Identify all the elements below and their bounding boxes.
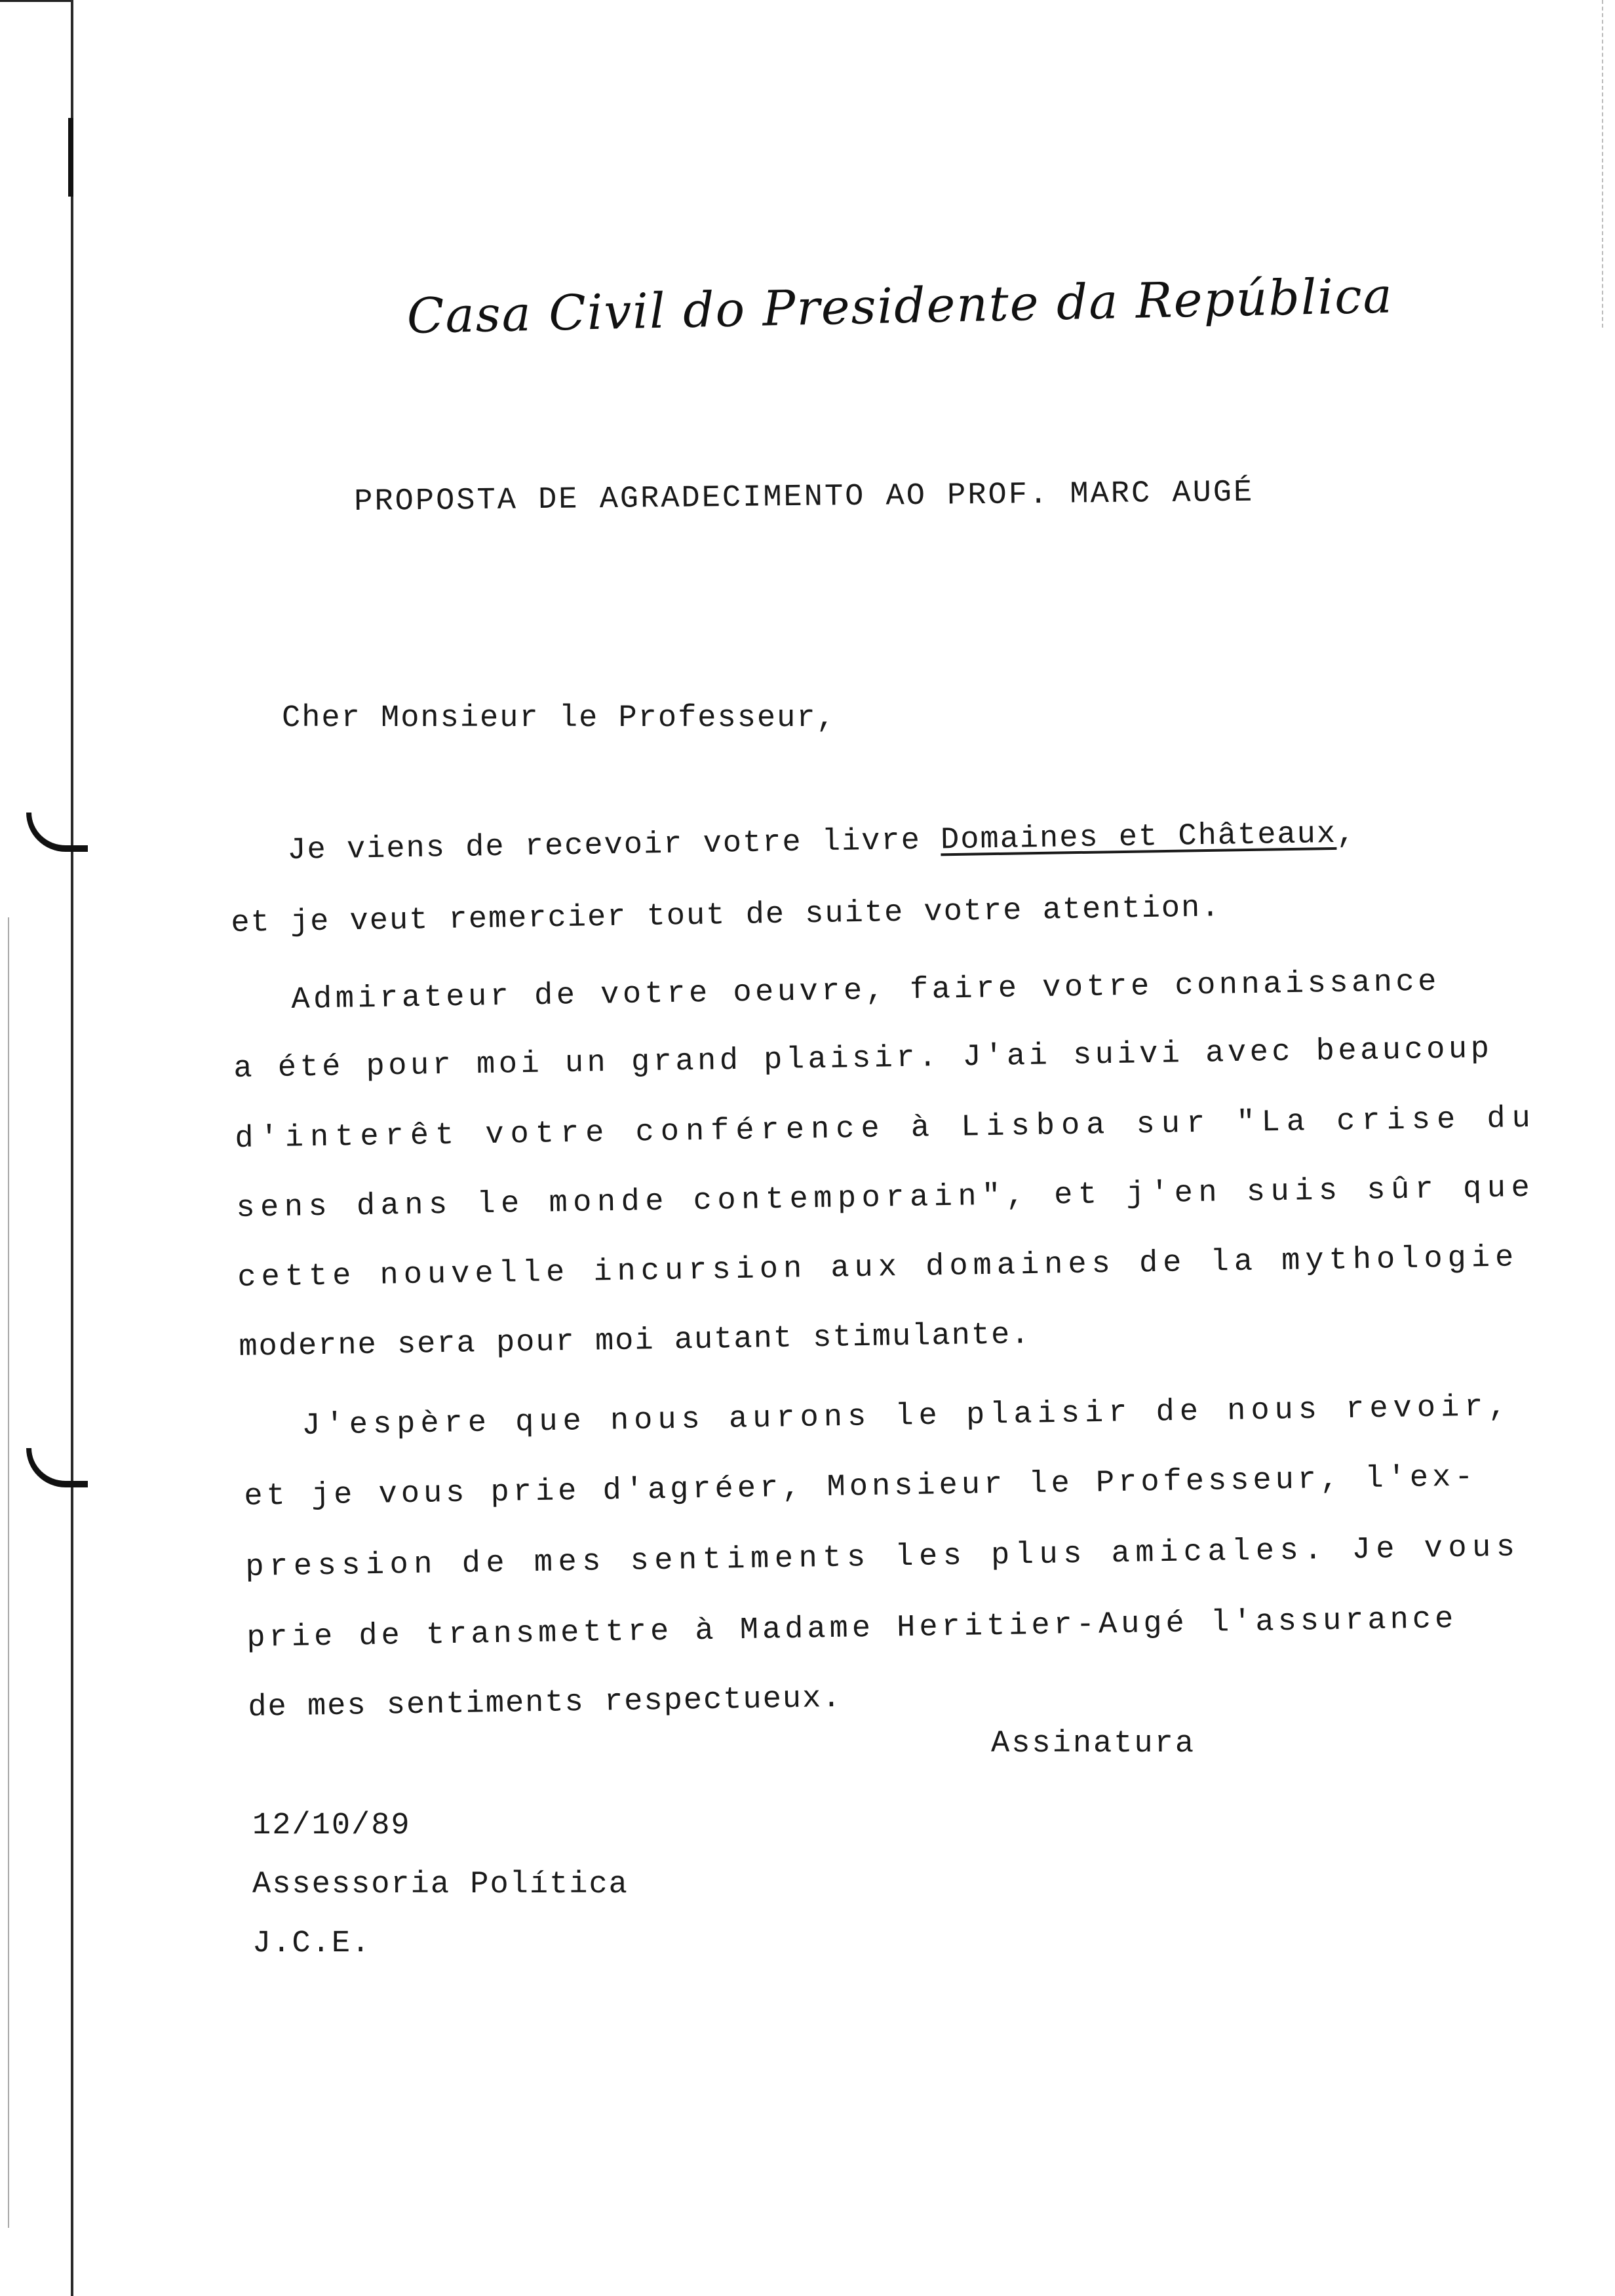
paragraph-3-line-1: J'espère que nous aurons le plaisir de nous revoir, bbox=[302, 1389, 1513, 1444]
paragraph-3-line-2: et je vous prie d'agréer, Monsieur le Professeur, l'ex- bbox=[244, 1460, 1477, 1514]
paragraph-2-line-4: sens dans le monde contemporain", et j'en suis sûr que bbox=[236, 1170, 1536, 1226]
scan-edge-top bbox=[0, 0, 72, 7]
binding-edge-line bbox=[71, 0, 73, 2296]
salutation: Cher Monsieur le Professeur, bbox=[282, 701, 836, 736]
paragraph-3-line-4: prie de transmettre à Madame Heritier-Augé l'assurance bbox=[246, 1601, 1458, 1656]
footer-initials: J.C.E. bbox=[252, 1926, 372, 1961]
paragraph-2-line-3: d'interêt votre conférence à Lisboa sur "La crise du bbox=[235, 1101, 1538, 1157]
binding-edge-mark bbox=[68, 118, 73, 197]
scan-edge-right bbox=[1602, 0, 1603, 328]
book-title: Domaines et Châteaux bbox=[940, 816, 1337, 858]
punch-hole-mark bbox=[26, 813, 88, 852]
paragraph-2-line-6: moderne sera pour moi autant stimulante. bbox=[239, 1318, 1031, 1365]
footer-department: Assessoria Política bbox=[252, 1867, 629, 1902]
scan-edge-left bbox=[8, 917, 9, 2228]
footer-date: 12/10/89 bbox=[252, 1808, 411, 1843]
paragraph-2-line-1: Admirateur de votre oeuvre, faire votre connaissance bbox=[291, 965, 1441, 1018]
paragraph-2-line-5: cette nouvelle incursion aux domaines de la mythologie bbox=[237, 1240, 1519, 1295]
paragraph-3-line-3: pression de mes sentiments les plus amicales. Je vous bbox=[245, 1530, 1521, 1585]
paragraph-1-line-2: et je veut remercier tout de suite votre atention. bbox=[231, 890, 1221, 941]
letterhead: Casa Civil do Presidente da República bbox=[406, 267, 1394, 345]
paragraph-3-line-5: de mes sentiments respectueux. bbox=[248, 1681, 842, 1725]
paragraph-1-comma: , bbox=[1336, 816, 1357, 852]
punch-hole-mark bbox=[26, 1448, 88, 1487]
paragraph-1-line-1 bbox=[287, 816, 1357, 868]
footer-block bbox=[252, 1808, 629, 1985]
document-title: PROPOSTA DE AGRADECIMENTO AO PROF. MARC AUGÉ bbox=[354, 475, 1255, 520]
signature-placeholder: Assinatura bbox=[991, 1727, 1196, 1761]
paragraph-1-text: Je viens de recevoir votre livre bbox=[287, 823, 941, 868]
paragraph-2-line-2: a été pour moi un grand plaisir. J'ai suivi avec beaucoup bbox=[233, 1031, 1493, 1086]
